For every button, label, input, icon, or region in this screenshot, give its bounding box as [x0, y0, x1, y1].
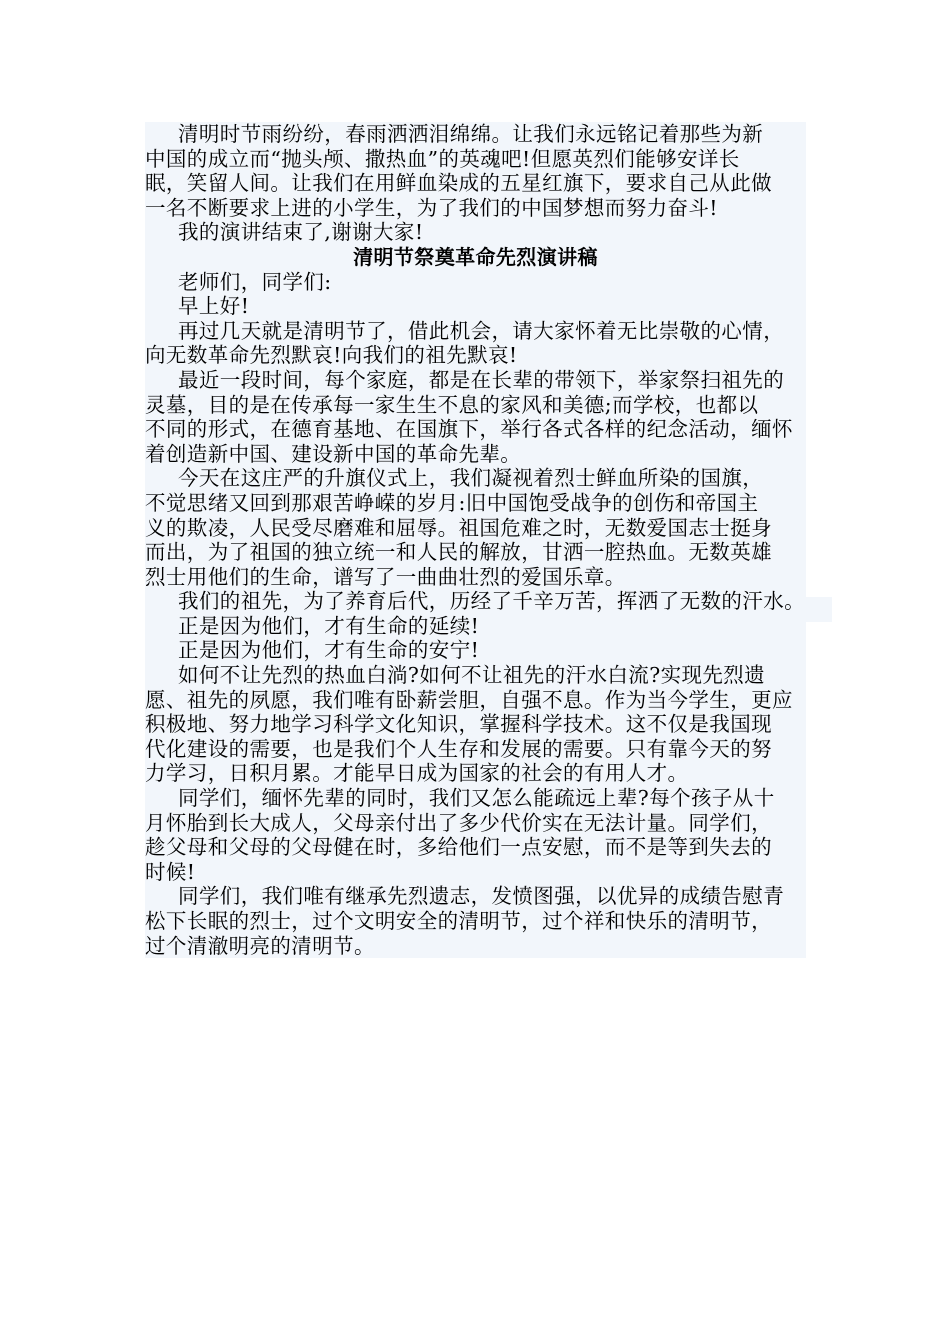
paragraph [145, 786, 806, 884]
text-line: 愿、祖先的夙愿，我们唯有卧薪尝胆，自强不息。作为当今学生，更应 [145, 687, 793, 712]
text-line: 老师们，同学们: [178, 269, 332, 294]
text-line: 松下长眠的烈士，过个文明安全的清明节，过个祥和快乐的清明节， [145, 909, 772, 933]
paragraph [145, 319, 806, 368]
text-line: 同学们，我们唯有继承先烈遗志，发愤图强，以优异的成绩告慰青 [178, 884, 785, 909]
speech-content [145, 122, 806, 958]
paragraph [145, 122, 806, 220]
highlight-extension [806, 597, 832, 622]
text-line: 同学们，缅怀先辈的同时，我们又怎么能疏远上辈?每个孩子从十 [178, 786, 775, 811]
text-line: 趁父母和父母的父母健在时，多给他们一点安慰，而不是等到失去的 [145, 835, 772, 860]
text-line: 代化建设的需要，也是我们个人生存和发展的需要。只有靠今天的努 [145, 736, 772, 761]
text-line: 烈士用他们的生命，谱写了一曲曲壮烈的爱国乐章。 [145, 564, 626, 589]
text-line: 一名不断要求上进的小学生，为了我们的中国梦想而努力奋斗! [145, 195, 718, 220]
text-line: 着创造新中国、建设新中国的革命先辈。 [145, 441, 522, 466]
paragraph [145, 614, 806, 639]
paragraph [145, 638, 806, 663]
text-line: 向无数革命先烈默哀!向我们的祖先默哀! [145, 343, 518, 368]
text-line: 积极地、努力地学习科学文化知识，掌握科学技术。这不仅是我国现 [145, 712, 772, 737]
text-line: 不同的形式，在德育基地、在国旗下，举行各式各样的纪念活动，缅怀 [145, 417, 793, 442]
paragraph [145, 368, 806, 466]
paragraph [145, 589, 806, 614]
text-line: 早上好! [178, 294, 250, 319]
text-line: 再过几天就是清明节了，借此机会，请大家怀着无比崇敬的心情， [178, 318, 785, 343]
text-line: 月怀胎到长大成人，父母亲付出了多少代价实在无法计量。同学们， [145, 810, 772, 835]
paragraph [145, 294, 806, 319]
text-line: 最近一段时间，每个家庭，都是在长辈的带领下，举家祭扫祖先的 [178, 367, 785, 392]
text-line: 今天在这庄严的升旗仪式上，我们凝视着烈士鲜血所染的国旗， [178, 466, 764, 491]
paragraph [145, 663, 806, 786]
text-line: 力学习，日积月累。才能早日成为国家的社会的有用人才。 [145, 761, 689, 786]
paragraph [145, 466, 806, 589]
speech-title: 清明节祭奠革命先烈演讲稿 [353, 244, 598, 269]
text-line: 我的演讲结束了,谢谢大家! [178, 220, 424, 245]
paragraph [145, 884, 806, 958]
text-line: 眠，笑留人间。让我们在用鲜血染成的五星红旗下，要求自己从此做 [145, 171, 772, 196]
paragraph [145, 220, 806, 245]
text-line: 正是因为他们，才有生命的安宁! [178, 638, 480, 663]
text-line: 不觉思绪又回到那艰苦峥嵘的岁月:旧中国饱受战争的创伤和帝国主 [145, 490, 759, 515]
text-line: 如何不让先烈的热血白淌?如何不让祖先的汗水白流?实现先烈遗 [178, 663, 766, 688]
paragraph [145, 270, 806, 295]
text-line: 灵墓，目的是在传承每一家生生不息的家风和美德;而学校，也都以 [145, 392, 759, 417]
text-line: 时候! [145, 859, 196, 884]
text-line: 而出，为了祖国的独立统一和人民的解放，甘洒一腔热血。无数英雄 [145, 540, 772, 565]
text-line: 过个清澈明亮的清明节。 [145, 933, 375, 958]
text-line: 义的欺凌，人民受尽磨难和屈辱。祖国危难之时，无数爱国志士挺身 [145, 515, 772, 540]
text-line: 清明时节雨纷纷，春雨洒洒泪绵绵。让我们永远铭记着那些为新 [178, 122, 764, 146]
text-line: 我们的祖先，为了养育后代，历经了千辛万苦，挥洒了无数的汗水。 [178, 589, 805, 614]
text-line: 正是因为他们，才有生命的延续! [178, 613, 480, 638]
text-line: 中国的成立而“抛头颅、撒热血”的英魂吧!但愿英烈们能够安详长 [145, 146, 740, 171]
